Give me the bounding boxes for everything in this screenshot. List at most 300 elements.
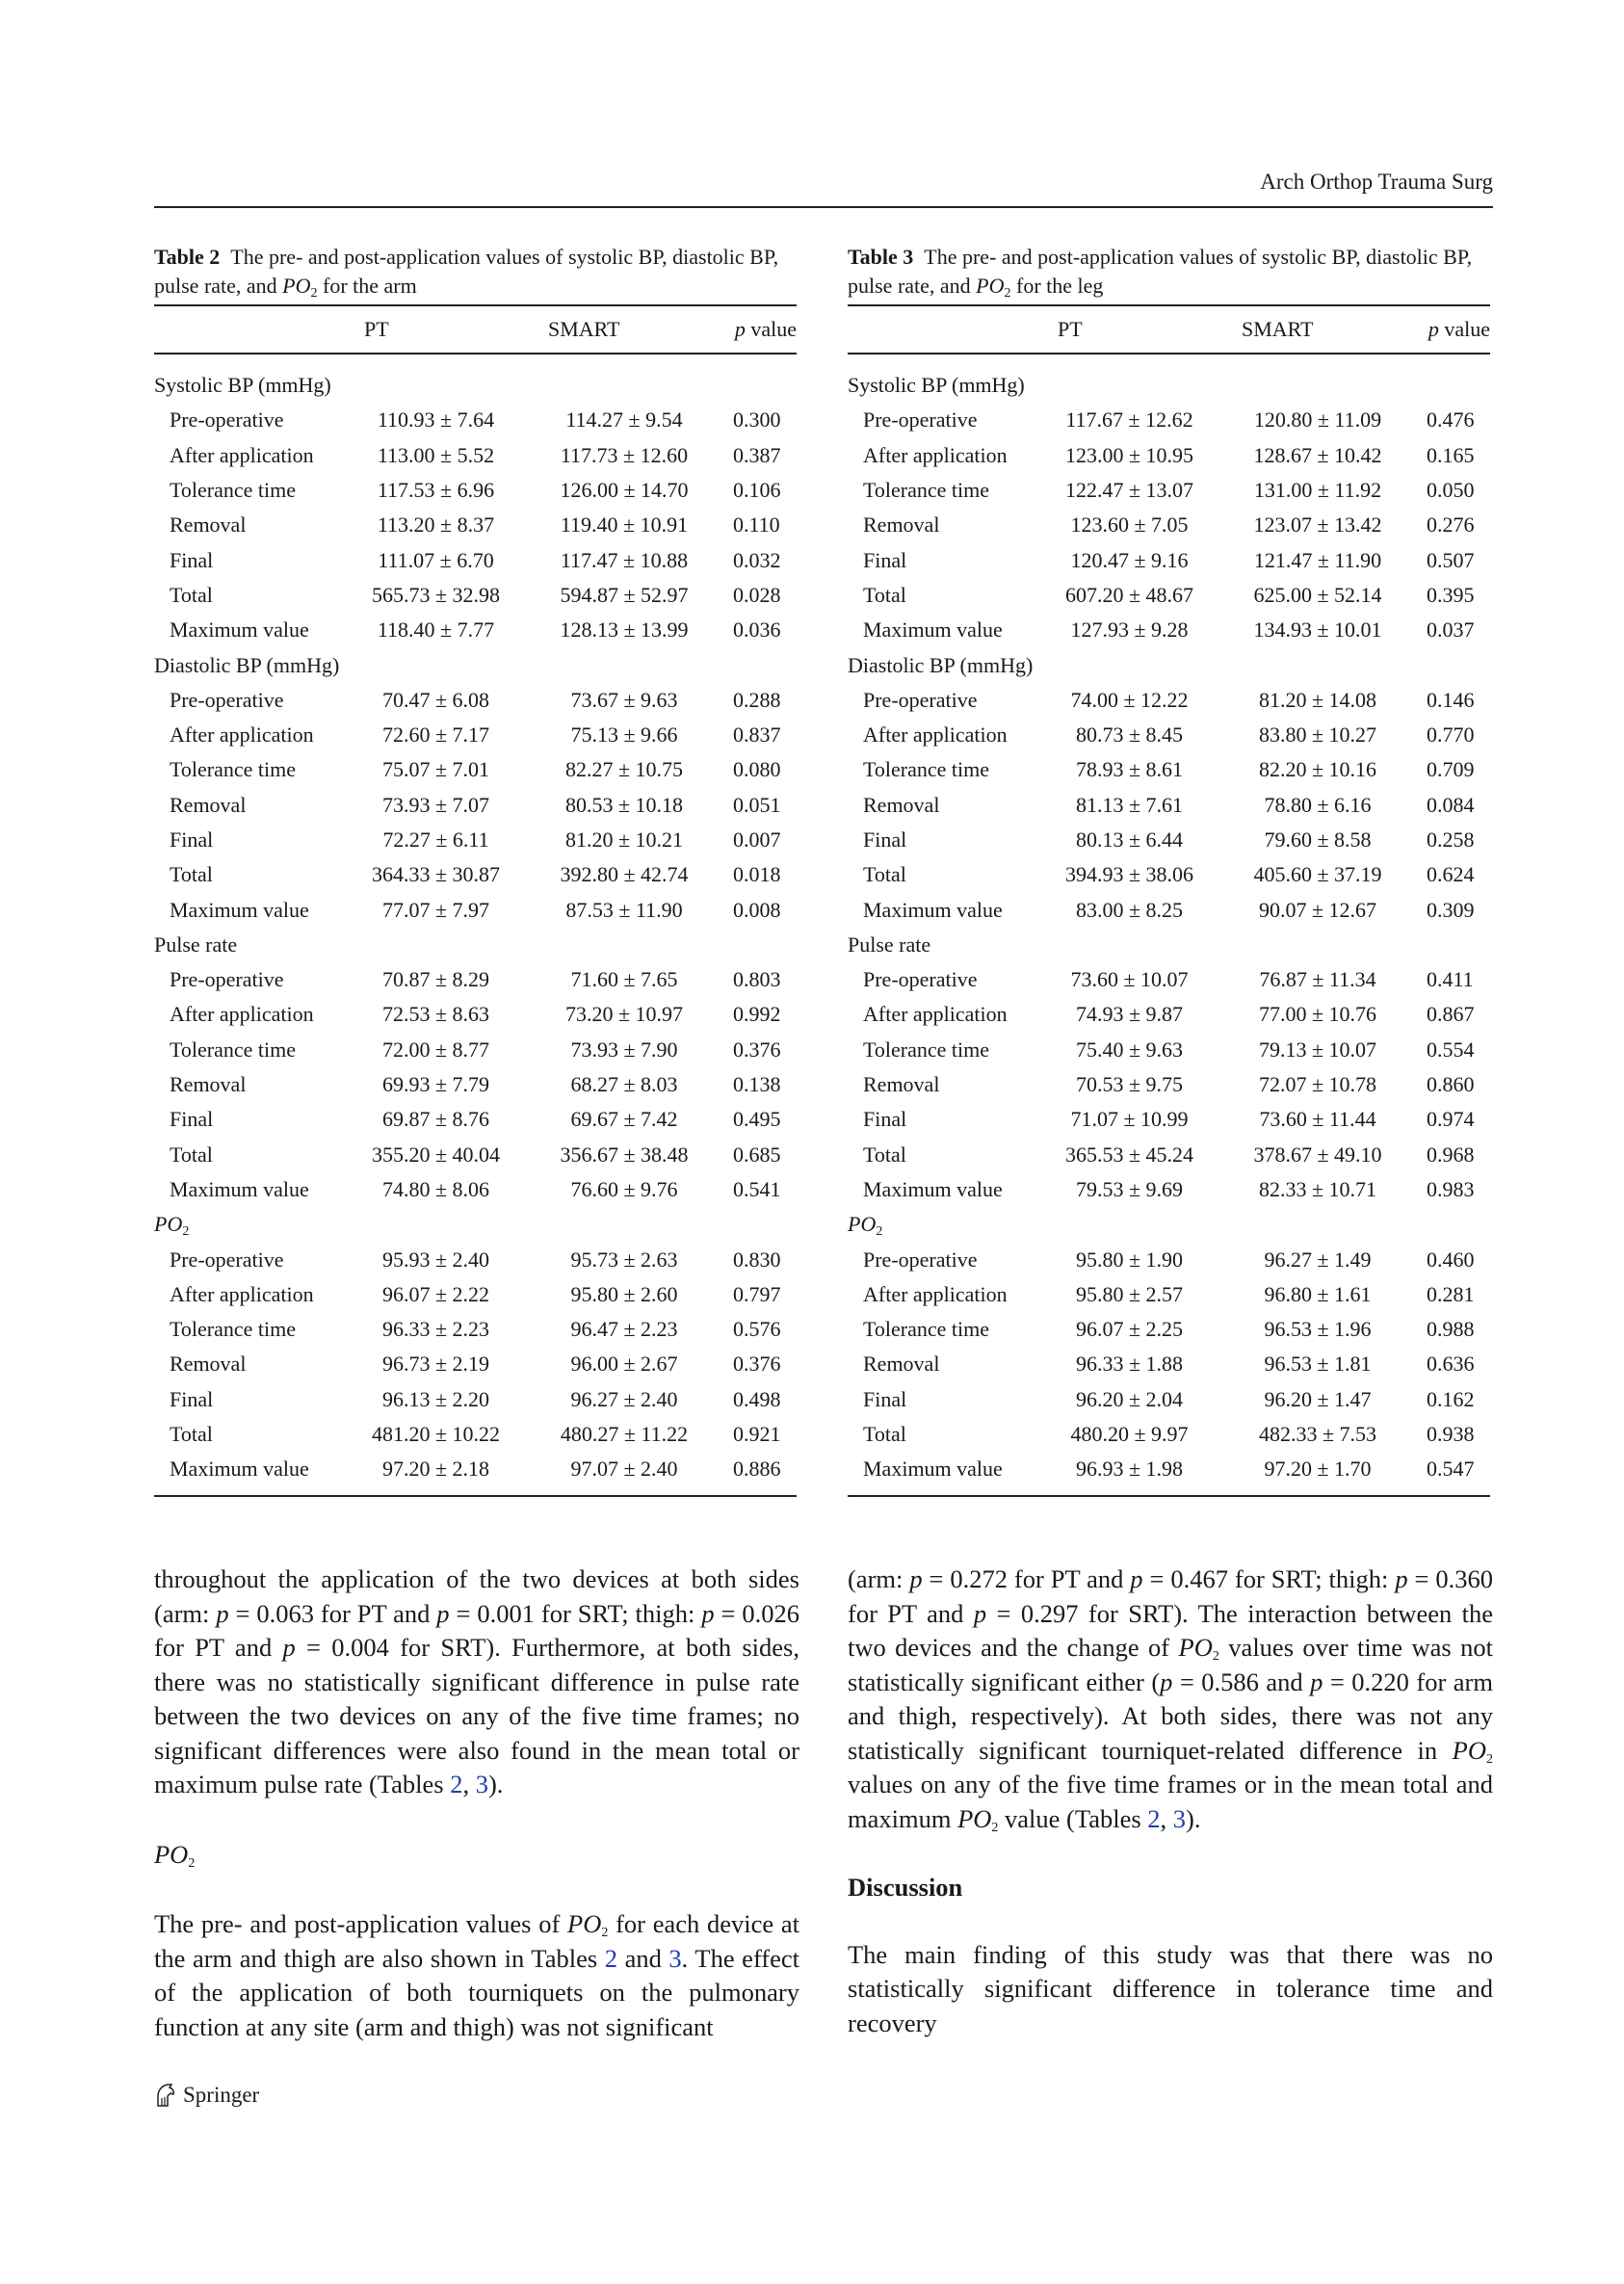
table-cell: 0.974 — [1427, 1107, 1475, 1132]
table-cell: 82.33 ± 10.71 — [1258, 1176, 1377, 1201]
table-row — [154, 752, 797, 787]
table-cell: 0.685 — [733, 1142, 781, 1167]
table-cell: 0.860 — [1427, 1072, 1475, 1097]
table-3 — [848, 243, 1490, 1497]
table-cell: 0.018 — [733, 862, 781, 887]
table-cell: 0.968 — [1427, 1142, 1475, 1167]
table-cell: 83.80 ± 10.27 — [1258, 722, 1377, 748]
row-label: Final — [170, 1386, 214, 1411]
table-cell: 127.93 ± 9.28 — [1070, 617, 1189, 643]
table-cell: 117.47 ± 10.88 — [560, 547, 689, 572]
section-heading-discussion: Discussion — [848, 1873, 963, 1902]
table-cell: 96.20 ± 1.47 — [1264, 1386, 1372, 1411]
row-label: Tolerance time — [170, 478, 297, 503]
table-cell: 0.276 — [1427, 512, 1475, 538]
table-row — [154, 857, 797, 892]
section-label: Pulse rate — [154, 932, 238, 957]
row-label: Removal — [170, 512, 247, 538]
table-row — [848, 1452, 1490, 1495]
table-cell: 480.20 ± 9.97 — [1070, 1422, 1189, 1447]
table-row — [848, 613, 1490, 647]
table-cell: 96.47 ± 2.23 — [570, 1317, 678, 1342]
table-2 — [154, 243, 797, 1497]
table-cell: 0.037 — [1427, 617, 1475, 643]
table-row — [154, 1277, 797, 1312]
table-cell: 123.00 ± 10.95 — [1064, 442, 1194, 467]
table-row — [848, 1102, 1490, 1137]
table-cell: 70.87 ± 8.29 — [381, 967, 490, 992]
table-cell: 71.60 ± 7.65 — [570, 967, 678, 992]
table-row — [154, 1452, 797, 1495]
table-cell: 70.53 ± 9.75 — [1075, 1072, 1184, 1097]
table-cell: 82.20 ± 10.16 — [1258, 757, 1377, 782]
table-cell: 113.00 ± 5.52 — [377, 442, 495, 467]
table-cell: 87.53 ± 11.90 — [565, 897, 683, 922]
row-label: After application — [863, 1281, 1008, 1306]
table-cell: 95.93 ± 2.40 — [381, 1247, 490, 1272]
table-cell: 0.036 — [733, 617, 781, 643]
table-cell: 394.93 ± 38.06 — [1064, 862, 1194, 887]
table-cell: 0.886 — [727, 1452, 797, 1495]
table-cell: 0.007 — [733, 827, 781, 852]
table-cell: 0.576 — [733, 1317, 781, 1342]
table-cell: 0.495 — [733, 1107, 781, 1132]
table-cell: 78.93 ± 8.61 — [1075, 757, 1184, 782]
table-row — [154, 1417, 797, 1452]
column-header — [848, 305, 1040, 354]
row-label: Total — [170, 1142, 213, 1167]
table-row — [154, 788, 797, 823]
table-cell: 81.13 ± 7.61 — [1075, 792, 1184, 817]
table-cell: 134.93 ± 10.01 — [1253, 617, 1382, 643]
left-column — [154, 1562, 799, 2044]
table-cell: 0.050 — [1427, 478, 1475, 503]
table-cell: 90.07 ± 12.67 — [1258, 897, 1377, 922]
table-cell: 0.110 — [733, 512, 780, 538]
table-cell: 95.80 ± 1.90 — [1075, 1247, 1184, 1272]
table-cell: 0.411 — [1427, 967, 1474, 992]
row-label: After application — [863, 1002, 1008, 1027]
row-label: Total — [170, 582, 213, 607]
table-cell: 378.67 ± 49.10 — [1253, 1142, 1382, 1167]
row-label: Tolerance time — [863, 1317, 990, 1342]
row-label: Maximum value — [848, 1452, 1040, 1495]
row-label: Final — [170, 1107, 214, 1132]
table-cell: 81.20 ± 14.08 — [1258, 687, 1377, 712]
table-cell: 0.376 — [733, 1037, 781, 1062]
header-rule — [154, 206, 1493, 208]
row-label: After application — [170, 442, 314, 467]
table-cell: 0.770 — [1427, 722, 1475, 748]
table-cell: 79.60 ± 8.58 — [1264, 827, 1372, 852]
table-section-row — [154, 928, 797, 962]
table-cell: 73.93 ± 7.07 — [381, 792, 490, 817]
table-row — [848, 1312, 1490, 1347]
table-caption: Table 2 The pre- and post-application values of systolic BP, diastolic BP, pulse rate, and $PO_2$ for the arm — [154, 245, 779, 301]
table-row — [154, 1033, 797, 1067]
table-cell: 0.709 — [1427, 757, 1475, 782]
table-cell: 565.73 ± 32.98 — [371, 582, 501, 607]
table-cell: 117.53 ± 6.96 — [377, 478, 495, 503]
table-cell: 405.60 ± 37.19 — [1253, 862, 1382, 887]
table-cell: 480.27 ± 11.22 — [560, 1422, 689, 1447]
section-heading-po2: $PO_2$ — [154, 1839, 196, 1871]
table-cell: 0.258 — [1427, 827, 1475, 852]
table-cell: 71.07 ± 10.99 — [1070, 1107, 1189, 1132]
table-cell: 69.67 ± 7.42 — [570, 1107, 678, 1132]
table-section-row — [154, 354, 797, 403]
column-header: p value — [727, 305, 797, 354]
section-label: $PO_2$ — [154, 1212, 190, 1240]
table-cell: 0.938 — [1427, 1422, 1475, 1447]
table-section-row — [848, 354, 1490, 403]
table-cell: 96.00 ± 2.67 — [570, 1352, 678, 1377]
row-label: Total — [863, 862, 906, 887]
table-cell: 96.20 ± 2.04 — [1075, 1386, 1184, 1411]
row-label: Final — [863, 1107, 907, 1132]
table-cell: 128.13 ± 13.99 — [560, 617, 689, 643]
table-row — [154, 892, 797, 927]
table-cell: 365.53 ± 45.24 — [1064, 1142, 1194, 1167]
row-label: Maximum value — [863, 897, 1003, 922]
table-cell: 0.554 — [1427, 1037, 1475, 1062]
table-cell: 0.547 — [1421, 1452, 1490, 1495]
table-row — [848, 718, 1490, 752]
row-label: Pre-operative — [863, 407, 978, 433]
table-cell: 118.40 ± 7.77 — [377, 617, 495, 643]
row-label: Final — [170, 827, 214, 852]
row-label: Tolerance time — [170, 1317, 297, 1342]
table-cell: 97.20 ± 1.70 — [1238, 1452, 1421, 1495]
table-cell: 96.73 ± 2.19 — [381, 1352, 490, 1377]
column-header: PT — [347, 305, 544, 354]
table-cell: 82.27 ± 10.75 — [564, 757, 684, 782]
table-cell: 0.541 — [733, 1176, 781, 1201]
left-paragraph-1: throughout the application of the two devices at both sides (arm: p = 0.063 for PT and p = 0.001 for SRT; thigh: p = 0.026 for PT and p = 0.004 for SRT). Furthermore, at both sides, there was no statistically significant difference in pulse rate between the two devices on any of the five time frames; no significant differences were also found in the mean total or maximum pulse rate (Tables 2, 3). — [154, 1564, 799, 1798]
table-row — [848, 1138, 1490, 1172]
table-cell: 75.40 ± 9.63 — [1075, 1037, 1184, 1062]
table-cell: 96.07 ± 2.25 — [1075, 1317, 1184, 1342]
row-label: Pre-operative — [863, 1247, 978, 1272]
table-cell: 95.80 ± 2.57 — [1075, 1281, 1184, 1306]
column-header: p value — [1421, 305, 1490, 354]
table-cell: 111.07 ± 6.70 — [378, 547, 494, 572]
table-cell: 80.73 ± 8.45 — [1075, 722, 1184, 748]
table-cell: 0.988 — [1427, 1317, 1475, 1342]
table-cell: 121.47 ± 11.90 — [1253, 547, 1382, 572]
table-row — [848, 508, 1490, 542]
table-cell: 364.33 ± 30.87 — [371, 862, 501, 887]
table-cell: 0.830 — [733, 1247, 781, 1272]
table-cell: 97.07 ± 2.40 — [544, 1452, 727, 1495]
table-cell: 75.07 ± 7.01 — [381, 757, 490, 782]
table-cell: 0.636 — [1427, 1352, 1475, 1377]
table-cell: 96.13 ± 2.20 — [381, 1386, 490, 1411]
row-label: Tolerance time — [863, 478, 990, 503]
row-label: Final — [863, 827, 907, 852]
row-label: Removal — [170, 1352, 247, 1377]
table-cell: 120.80 ± 11.09 — [1253, 407, 1382, 433]
row-label: Pre-operative — [863, 967, 978, 992]
table-row — [848, 788, 1490, 823]
table-row — [154, 1102, 797, 1137]
table-cell: 74.93 ± 9.87 — [1075, 1002, 1184, 1027]
table-cell: 80.53 ± 10.18 — [564, 792, 684, 817]
table-row — [848, 1172, 1490, 1207]
row-label: Maximum value — [863, 1176, 1003, 1201]
row-label: After application — [863, 722, 1008, 748]
table-row — [154, 1067, 797, 1102]
table-cell: 0.498 — [733, 1386, 781, 1411]
row-label: Final — [170, 547, 214, 572]
row-label: Pre-operative — [170, 687, 284, 712]
table-cell: 0.507 — [1427, 547, 1475, 572]
table-row — [848, 752, 1490, 787]
table-cell: 0.008 — [733, 897, 781, 922]
table-cell: 0.992 — [733, 1002, 781, 1027]
row-label: After application — [863, 442, 1008, 467]
table-cell: 0.476 — [1427, 407, 1475, 433]
table-cell: 76.87 ± 11.34 — [1259, 967, 1376, 992]
table-cell: 70.47 ± 6.08 — [381, 687, 490, 712]
row-label: Total — [863, 1422, 906, 1447]
table-cell: 0.837 — [733, 722, 781, 748]
table-row — [848, 683, 1490, 718]
right-paragraph-1: (arm: p = 0.272 for PT and p = 0.467 for SRT; thigh: p = 0.360 for PT and p = 0.297 for SRT). The interaction between the two devices and the change of $PO_2$ values over time was not statistically significant either (p = 0.586 and p = 0.220 for arm and thigh, respectively). At both sides, there was not any statistically significant tourniquet-related difference in $PO_2$ values on any of the five time frames or in the mean total and maximum $PO_2$ value (Tables 2, 3). — [848, 1564, 1493, 1835]
row-label: Final — [863, 547, 907, 572]
row-label: Total — [863, 582, 906, 607]
table-cell: 0.867 — [1427, 1002, 1475, 1027]
row-label: After application — [170, 1281, 314, 1306]
table-row — [848, 578, 1490, 613]
table-cell: 68.27 ± 8.03 — [570, 1072, 678, 1097]
table-row — [154, 578, 797, 613]
table-row — [154, 962, 797, 997]
table-row — [154, 473, 797, 508]
table-cell: 76.60 ± 9.76 — [570, 1176, 678, 1201]
table-cell: 594.87 ± 52.97 — [560, 582, 689, 607]
springer-horse-icon — [154, 2083, 177, 2108]
row-label: Pre-operative — [170, 1247, 284, 1272]
right-column — [848, 1562, 1493, 2040]
table-row — [154, 1312, 797, 1347]
table-section-row — [848, 1207, 1490, 1242]
row-label: Removal — [170, 1072, 247, 1097]
table-cell: 96.93 ± 1.98 — [1040, 1452, 1238, 1495]
table-cell: 75.13 ± 9.66 — [570, 722, 678, 748]
row-label: Removal — [863, 792, 940, 817]
table-cell: 96.33 ± 1.88 — [1075, 1352, 1184, 1377]
row-label: After application — [170, 722, 314, 748]
table-cell: 80.13 ± 6.44 — [1075, 827, 1184, 852]
table-cell: 123.60 ± 7.05 — [1070, 512, 1189, 538]
table-row — [154, 1138, 797, 1172]
table-cell: 0.138 — [733, 1072, 781, 1097]
table-row — [154, 508, 797, 542]
table-row — [154, 1347, 797, 1381]
row-label: Tolerance time — [863, 1037, 990, 1062]
row-label: Tolerance time — [863, 757, 990, 782]
table-cell: 69.93 ± 7.79 — [381, 1072, 490, 1097]
table-cell: 72.53 ± 8.63 — [381, 1002, 490, 1027]
column-header: PT — [1040, 305, 1238, 354]
table-cell: 72.07 ± 10.78 — [1258, 1072, 1377, 1097]
table-cell: 0.624 — [1427, 862, 1475, 887]
table-row — [848, 1347, 1490, 1381]
table-cell: 72.60 ± 7.17 — [381, 722, 490, 748]
table-row — [848, 1033, 1490, 1067]
table-row — [154, 1382, 797, 1417]
table-row — [848, 473, 1490, 508]
row-label: Removal — [863, 512, 940, 538]
journal-name: Arch Orthop Trauma Surg — [1260, 170, 1493, 194]
section-label: Diastolic BP (mmHg) — [848, 652, 1034, 677]
table-cell: 95.73 ± 2.63 — [570, 1247, 678, 1272]
table-cell: 0.803 — [733, 967, 781, 992]
table-cell: 0.309 — [1427, 897, 1475, 922]
table-row — [848, 438, 1490, 473]
table-cell: 0.080 — [733, 757, 781, 782]
table-cell: 73.60 ± 10.07 — [1070, 967, 1189, 992]
table-row — [154, 1172, 797, 1207]
section-label: Systolic BP (mmHg) — [848, 373, 1025, 398]
table-row — [154, 403, 797, 437]
row-label: Maximum value — [170, 617, 309, 643]
table-cell: 96.53 ± 1.96 — [1264, 1317, 1372, 1342]
table-cell: 73.93 ± 7.90 — [570, 1037, 678, 1062]
section-label: Diastolic BP (mmHg) — [154, 652, 340, 677]
table-cell: 0.395 — [1427, 582, 1475, 607]
row-label: Maximum value — [154, 1452, 347, 1495]
row-label: Total — [170, 862, 213, 887]
table-cell: 114.27 ± 9.54 — [565, 407, 683, 433]
table-cell: 79.53 ± 9.69 — [1075, 1176, 1184, 1201]
table-row — [848, 1277, 1490, 1312]
table-cell: 96.27 ± 2.40 — [570, 1386, 678, 1411]
footer — [154, 2083, 259, 2108]
left-paragraph-2: The pre- and post-application values of $PO_2$ for each device at the arm and thigh are also shown in Tables 2 and 3. The effect of the application of both tourniquets on the pulmonary function at any site (arm and thigh) was not significant — [154, 1909, 800, 2041]
table-row — [848, 997, 1490, 1032]
table-row — [848, 1382, 1490, 1417]
table-cell: 74.80 ± 8.06 — [381, 1176, 490, 1201]
table-row — [154, 683, 797, 718]
section-label: $PO_2$ — [848, 1212, 883, 1240]
row-label: Removal — [170, 792, 247, 817]
table-cell: 356.67 ± 38.48 — [560, 1142, 689, 1167]
table-cell: 122.47 ± 13.07 — [1064, 478, 1194, 503]
row-label: Pre-operative — [170, 967, 284, 992]
table-cell: 119.40 ± 10.91 — [560, 512, 689, 538]
table-cell: 0.300 — [733, 407, 781, 433]
table-cell: 0.281 — [1427, 1281, 1475, 1306]
row-label: Total — [170, 1422, 213, 1447]
table-cell: 355.20 ± 40.04 — [371, 1142, 501, 1167]
table-caption: Table 3 The pre- and post-application values of systolic BP, diastolic BP, pulse rate, and $PO_2$ for the leg — [848, 245, 1473, 301]
table-row — [848, 892, 1490, 927]
publisher-name: Springer — [183, 2083, 260, 2107]
table-row — [848, 823, 1490, 857]
table-cell: 0.376 — [733, 1352, 781, 1377]
row-label: Removal — [863, 1072, 940, 1097]
row-label: Removal — [863, 1352, 940, 1377]
table-cell: 0.288 — [733, 687, 781, 712]
table-cell: 0.084 — [1427, 792, 1475, 817]
table-section-row — [154, 1207, 797, 1242]
table-row — [154, 438, 797, 473]
column-header: SMART — [544, 305, 727, 354]
table-section-row — [154, 647, 797, 682]
right-paragraph-2: The main finding of this study was that there was no statistically significant difference in tolerance time and recovery — [848, 1939, 1493, 2037]
table-cell: 72.27 ± 6.11 — [382, 827, 489, 852]
table-cell: 0.387 — [733, 442, 781, 467]
table-cell: 110.93 ± 7.64 — [377, 407, 495, 433]
table-cell: 117.73 ± 12.60 — [560, 442, 689, 467]
table-cell: 607.20 ± 48.67 — [1064, 582, 1194, 607]
row-label: Maximum value — [170, 1176, 309, 1201]
section-label: Systolic BP (mmHg) — [154, 373, 331, 398]
table-cell: 73.60 ± 11.44 — [1259, 1107, 1376, 1132]
table-cell: 81.20 ± 10.21 — [564, 827, 684, 852]
table-cell: 96.27 ± 1.49 — [1264, 1247, 1372, 1272]
table-cell: 96.80 ± 1.61 — [1264, 1281, 1372, 1306]
table-row — [154, 997, 797, 1032]
row-label: Maximum value — [863, 617, 1003, 643]
row-label: Pre-operative — [170, 407, 284, 433]
table-cell: 0.162 — [1427, 1386, 1475, 1411]
table-cell: 79.13 ± 10.07 — [1258, 1037, 1377, 1062]
table-cell: 481.20 ± 10.22 — [371, 1422, 501, 1447]
table-cell: 72.00 ± 8.77 — [381, 1037, 490, 1062]
table-cell: 0.797 — [733, 1281, 781, 1306]
table-cell: 120.47 ± 9.16 — [1070, 547, 1189, 572]
table-cell: 95.80 ± 2.60 — [570, 1281, 678, 1306]
data-table — [848, 304, 1490, 1497]
data-table — [154, 304, 797, 1497]
table-cell: 0.051 — [733, 792, 781, 817]
table-cell: 96.53 ± 1.81 — [1264, 1352, 1372, 1377]
table-cell: 0.921 — [733, 1422, 781, 1447]
table-row — [154, 718, 797, 752]
table-row — [848, 1242, 1490, 1276]
table-cell: 0.165 — [1427, 442, 1475, 467]
section-label: Pulse rate — [848, 932, 931, 957]
row-label: After application — [170, 1002, 314, 1027]
table-row — [848, 1067, 1490, 1102]
table-cell: 126.00 ± 14.70 — [560, 478, 689, 503]
table-cell: 74.00 ± 12.22 — [1070, 687, 1189, 712]
table-row — [848, 962, 1490, 997]
table-cell: 131.00 ± 11.92 — [1253, 478, 1382, 503]
table-section-row — [848, 647, 1490, 682]
table-cell: 128.67 ± 10.42 — [1253, 442, 1382, 467]
table-cell: 123.07 ± 13.42 — [1253, 512, 1382, 538]
table-cell: 96.07 ± 2.22 — [381, 1281, 490, 1306]
table-cell: 73.20 ± 10.97 — [564, 1002, 684, 1027]
table-row — [848, 542, 1490, 577]
row-label: Tolerance time — [170, 1037, 297, 1062]
table-cell: 73.67 ± 9.63 — [570, 687, 678, 712]
table-row — [848, 1417, 1490, 1452]
column-header: SMART — [1238, 305, 1421, 354]
row-label: Tolerance time — [170, 757, 297, 782]
row-label: Final — [863, 1386, 907, 1411]
table-cell: 482.33 ± 7.53 — [1258, 1422, 1377, 1447]
table-cell: 113.20 ± 8.37 — [377, 512, 495, 538]
table-row — [154, 542, 797, 577]
table-cell: 77.07 ± 7.97 — [381, 897, 490, 922]
table-row — [848, 857, 1490, 892]
table-cell: 392.80 ± 42.74 — [560, 862, 689, 887]
